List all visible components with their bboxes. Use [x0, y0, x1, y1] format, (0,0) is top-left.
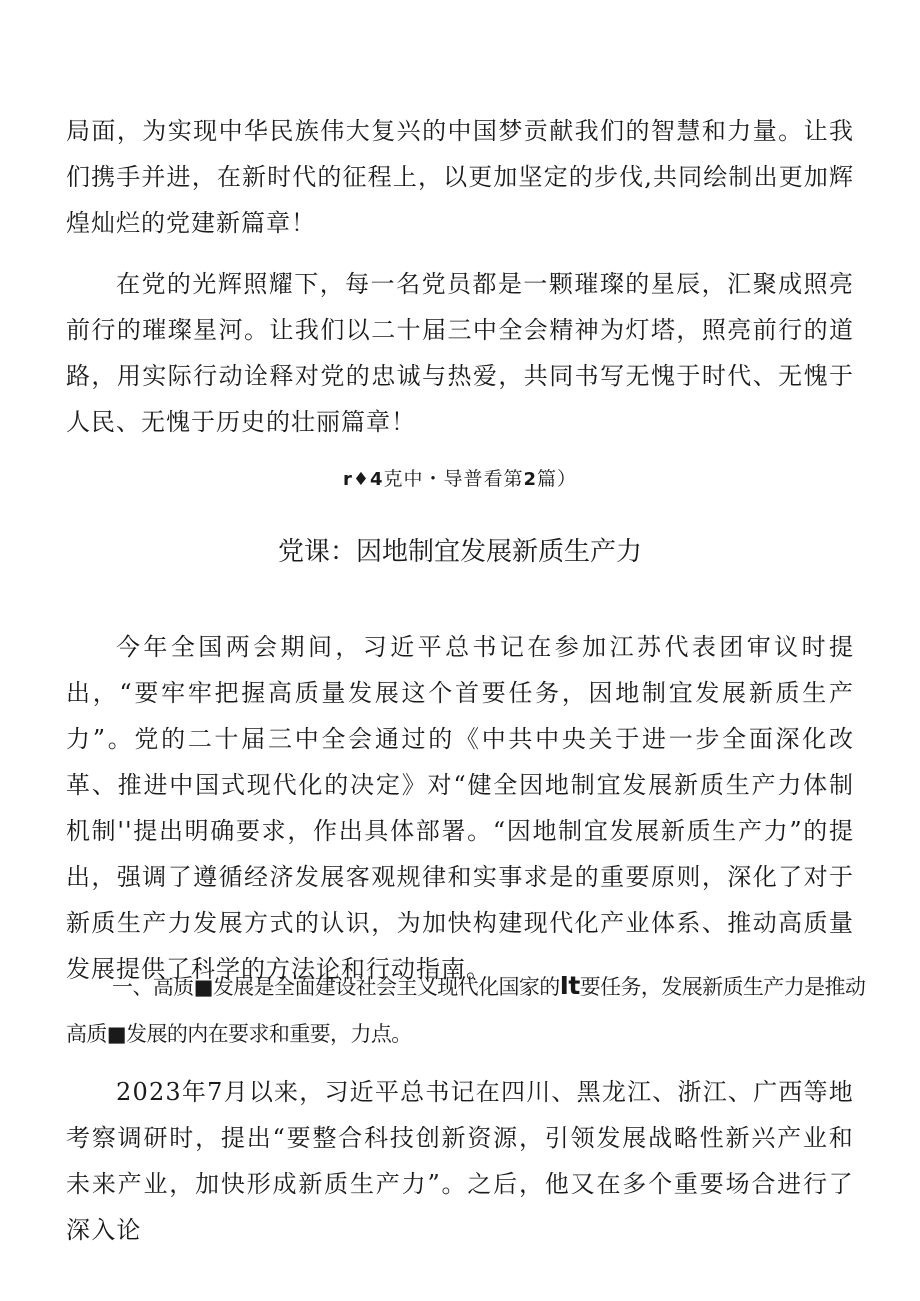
heading-part-c: 要任务，发展新质生产力是推动高质■发展的内在要求和重要，力点。 [66, 975, 866, 1046]
paragraph-party-light: 在党的光辉照耀下，每一名党员都是一颗璀璨的星辰，汇聚成照亮前行的璀璨星河。让我们以二十届三中全会精神为灯塔，照亮前行的道路，用实际行动诠释对党的忠诚与热爱，共同书写无愧于时代、无愧于人民、无愧于历史的壮丽篇章！ [66, 270, 854, 436]
paragraph-continuation: 局面，为实现中华民族伟大复兴的中国梦贡献我们的智慧和力量。让我们携手并进，在新时代的征程上，以更加坚定的步伐,共同绘制出更加辉煌灿烂的党建新篇章！ [66, 117, 854, 237]
subtitle-part-a: r♦4 [342, 469, 384, 490]
section-heading-one [66, 962, 866, 1058]
subtitle-part-b: 克中・导普看第 [383, 468, 524, 490]
subtitle-part-d: 篇） [537, 468, 578, 490]
section-subtitle [0, 465, 920, 494]
heading-part-b: It [559, 971, 580, 1000]
paragraph-intro: 今年全国两会期间，习近平总书记在参加江苏代表团审议时提出，“要牢牢把握高质量发展这个首要任务，因地制宜发展新质生产力”。党的二十届三中全会通过的《中共中央关于进一步全面深化改革、推进中国式现代化的决定》对“健全因地制宜发展新质生产力体制机制''提出明确要求，作出具体部署。“因地制宜发展新质生产力”的提出，强调了遵循经济发展客观规律和实事求是的重要原则，深化了对于新质生产力发展方式的认识，为加快构建现代化产业体系、推动高质量发展提供了科学的方法论和行动指南。 [66, 633, 854, 983]
subtitle-part-c: 2 [523, 469, 538, 490]
heading-part-a: 一、高质■发展是全面建设社会主义现代化国家的 [112, 975, 560, 999]
paragraph-2023: 2023年7月以来，习近平总书记在四川、黑龙江、浙江、广西等地考察调研时，提出“要整合科技创新资源，引领发展战略性新兴产业和未来产业，加快形成新质生产力”。之后，他又在多个重要场合进行了深入论 [66, 1078, 854, 1244]
page-title: 党课：因地制宜发展新质生产力 [277, 537, 642, 567]
